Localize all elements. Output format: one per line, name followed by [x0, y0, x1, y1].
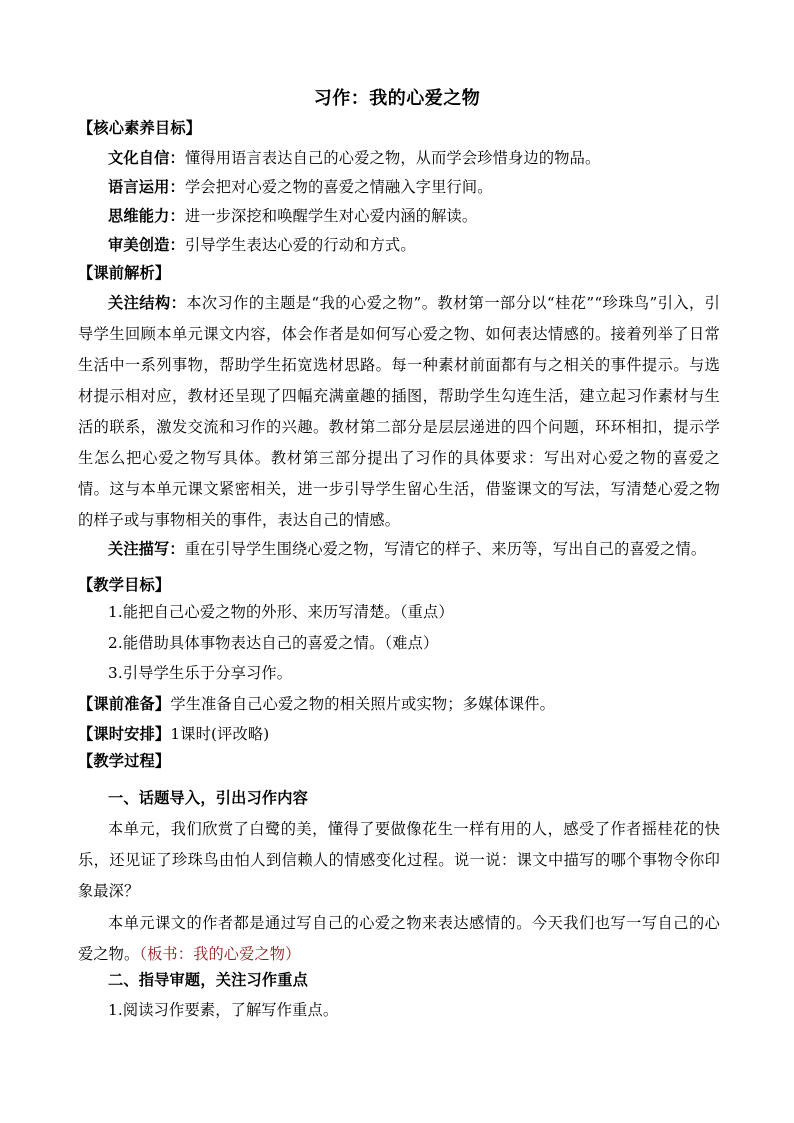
- goal-item: 1.能把自己心爱之物的外形、来历写清楚。（重点）: [108, 603, 454, 621]
- section-header-prep: 【课前准备】: [78, 695, 171, 713]
- core-item-aesthetic: [108, 235, 758, 256]
- section-header-process: 【教学过程】: [78, 752, 171, 770]
- section-header-core: 【核心素养目标】: [78, 119, 202, 137]
- core-item-label: 语言运用：: [108, 178, 185, 196]
- goal-item: 3.引导学生乐于分享习作。: [108, 664, 293, 682]
- analysis-structure-text: 本次习作的主题是“我的心爱之物”。教材第一部分以“桂花”“珍珠鸟”引入，引导学生回顾本单元课文内容，体会作者是如何写心爱之物、如何表达情感的。接着列举了日常生活中一系列事物，帮助学生拓宽选材思路。每一种素材前面都有与之相关的事件提示。与选材提示相对应，教材还呈现了四幅充满童趣的插图，帮助学生勾连生活，建立起习作素材与生活的联系，激发交流和习作的兴趣。教材第二部分是层层递进的四个问题，环环相扣，提示学生怎么把心爱之物写具体。教材第三部分提出了习作的具体要求：写出对心爱之物的喜爱之情。这与本单元课文紧密相关，进一步引导学生留心生活，借鉴课文的写法，写清楚心爱之物的样子或与事物相关的事件，表达自己的情感。: [78, 294, 720, 529]
- core-item-label: 文化自信：: [108, 149, 185, 167]
- core-item-text: 引导学生表达心爱的行动和方式。: [184, 236, 416, 254]
- section-header-schedule: 【课时安排】: [78, 725, 171, 743]
- core-item-label: 审美创造：: [108, 236, 185, 254]
- core-item-text: 进一步深挖和唤醒学生对心爱内涵的解读。: [184, 207, 478, 225]
- process-step-1-paragraph-2: [78, 908, 720, 970]
- section-header-analysis: 【课前解析】: [78, 264, 171, 282]
- analysis-description-text: 重在引导学生围绕心爱之物，写清它的样子、来历等，写出自己的喜爱之情。: [184, 540, 707, 558]
- process-step-2-title: 二、指导审题，关注习作重点: [108, 971, 309, 989]
- analysis-structure-paragraph: [78, 288, 720, 536]
- prep-text: 学生准备自己心爱之物的相关照片或实物；多媒体课件。: [170, 695, 556, 713]
- process-step-2-item: 1.阅读习作要素，了解写作重点。: [108, 1001, 339, 1019]
- core-item-thinking: [108, 206, 758, 227]
- page-title: 习作：我的心爱之物: [313, 88, 481, 109]
- schedule-text: 1课时(评改略): [170, 725, 270, 743]
- analysis-description-label: 关注描写：: [108, 540, 185, 558]
- process-step-1-paragraph-1: 本单元，我们欣赏了白鹭的美，懂得了要做像花生一样有用的人，感受了作者摇桂花的快乐，还见证了珍珠鸟由怕人到信赖人的情感变化过程。说一说：课文中描写的哪个事物令你印象最深？: [78, 820, 720, 900]
- process-step-1-title: 一、话题导入，引出习作内容: [108, 789, 309, 807]
- core-item-culture: [108, 148, 758, 169]
- prep-line: [78, 694, 728, 715]
- schedule-line: [78, 724, 728, 745]
- goal-item: 2.能借助具体事物表达自己的喜爱之情。（难点）: [108, 634, 439, 652]
- section-header-goals: 【教学目标】: [78, 576, 171, 594]
- board-note: （板书：我的心爱之物）: [139, 945, 301, 963]
- core-item-language: [108, 177, 758, 198]
- analysis-description-paragraph: [78, 534, 720, 565]
- core-item-text: 学会把对心爱之物的喜爱之情融入字里行间。: [184, 178, 493, 196]
- core-item-text: 懂得用语言表达自己的心爱之物，从而学会珍惜身边的物品。: [184, 149, 601, 167]
- core-item-label: 思维能力：: [108, 207, 185, 225]
- analysis-structure-label: 关注结构：: [108, 294, 187, 312]
- paragraph-text: 本单元课文的作者都是通过写自己的心爱之物来表达感情的。今天我们也写一写自己的心爱之物。: [78, 914, 720, 963]
